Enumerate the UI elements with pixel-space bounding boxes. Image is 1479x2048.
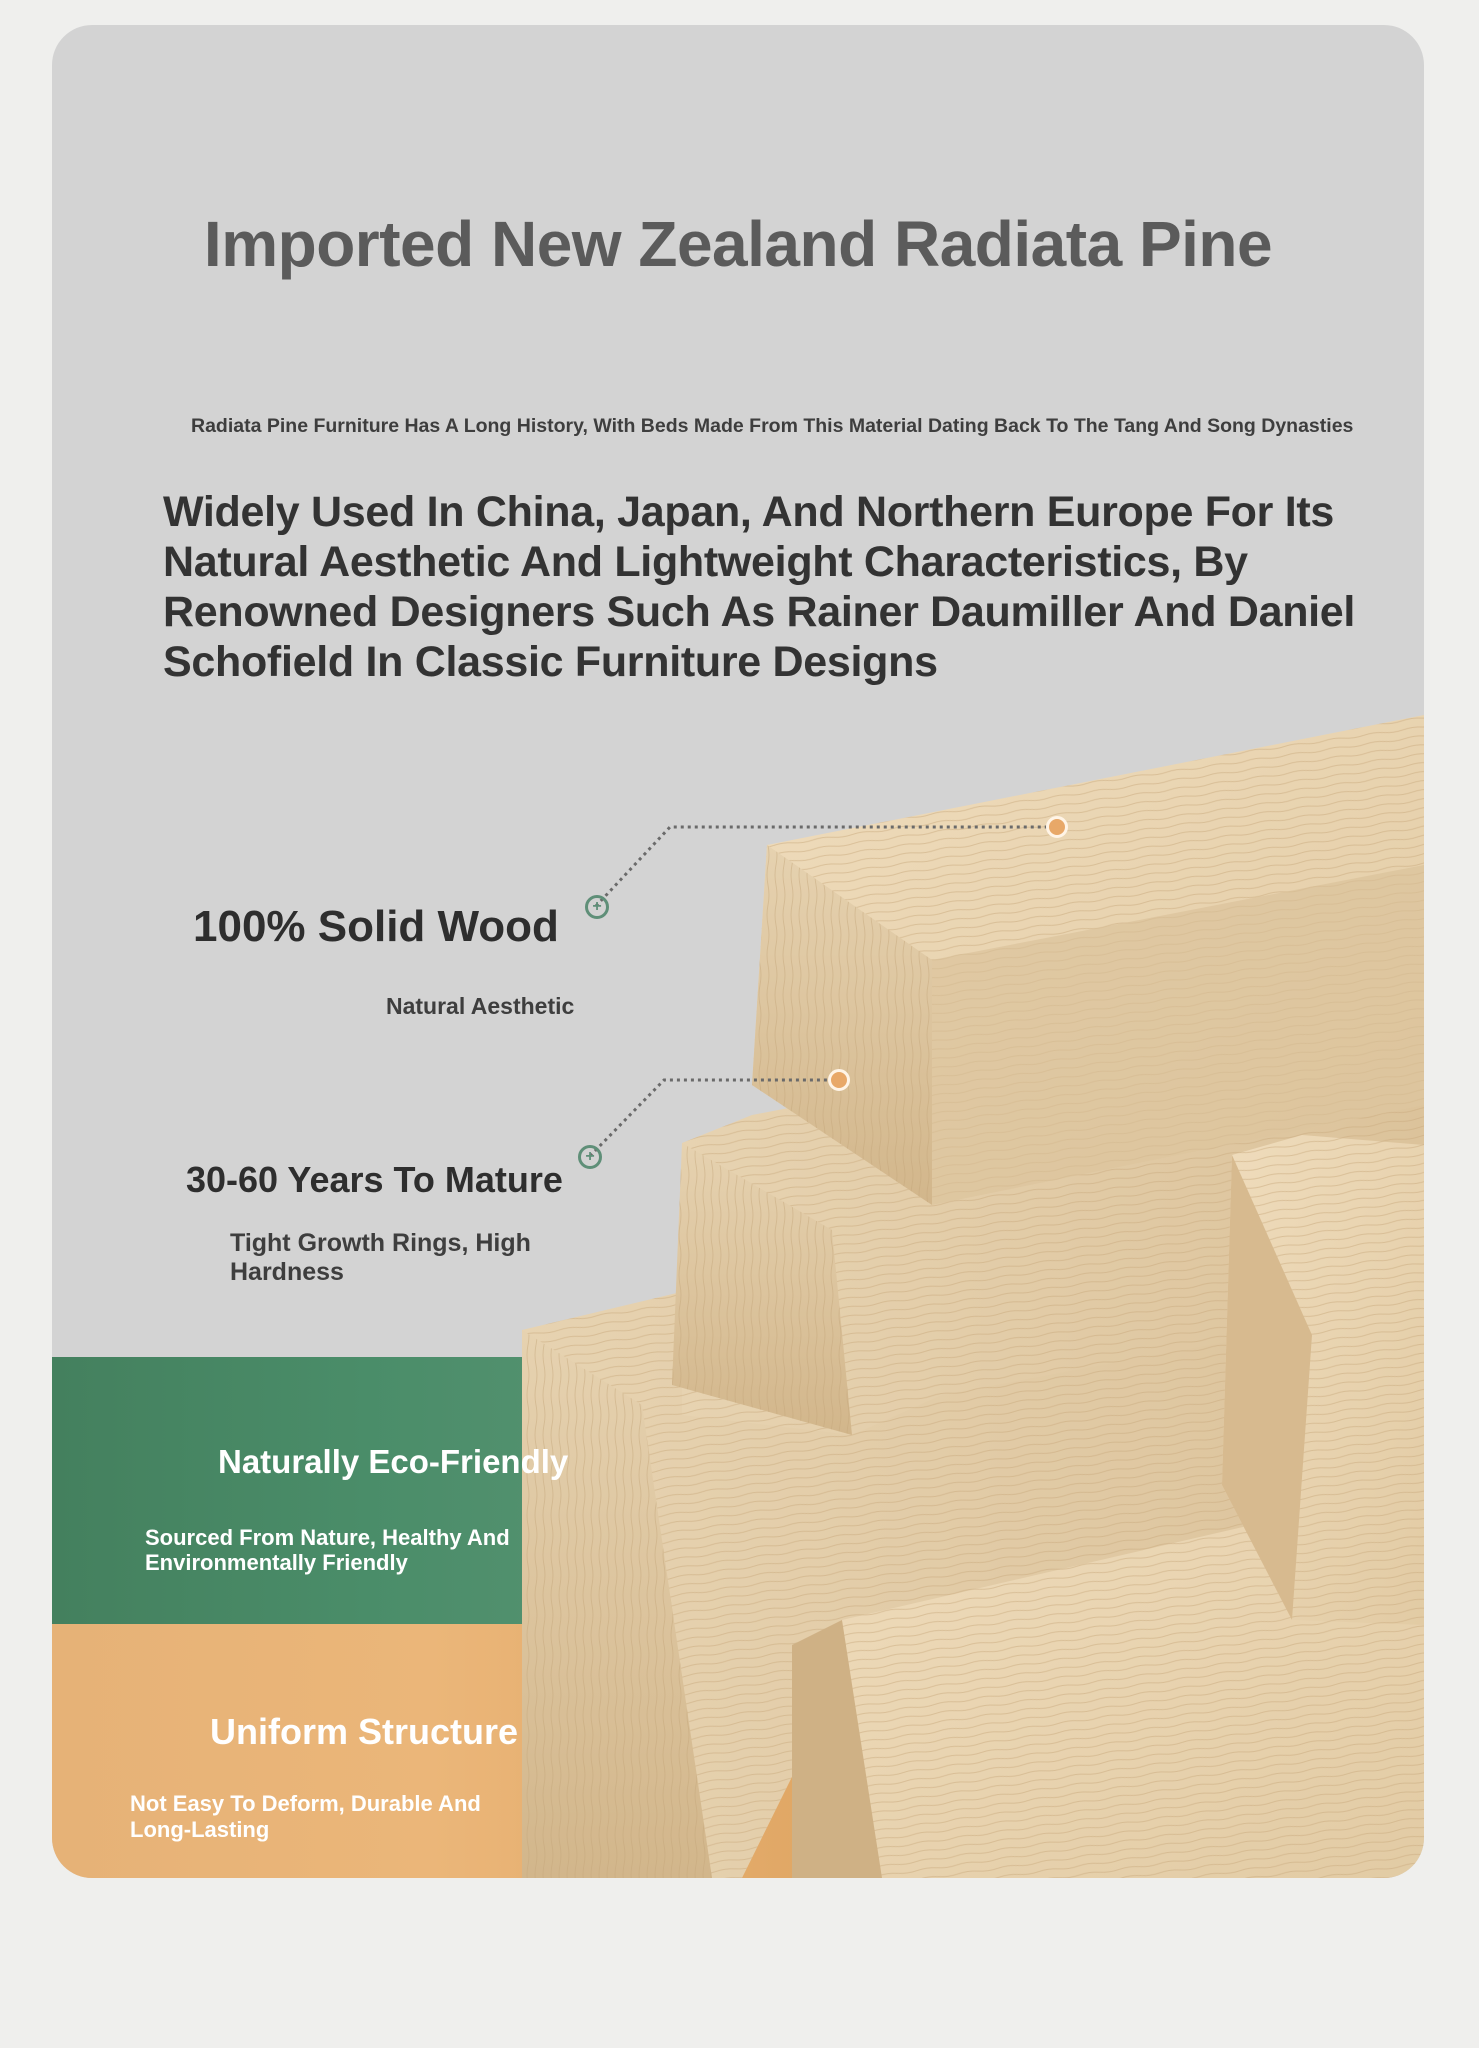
eco-desc: Sourced From Nature, Healthy And Environmentally Friendly bbox=[145, 1525, 510, 1575]
uniform-desc: Not Easy To Deform, Durable And Long-Lasting bbox=[130, 1791, 481, 1842]
feature-title-maturity: 30-60 Years To Mature bbox=[186, 1159, 563, 1200]
eco-title: Naturally Eco-Friendly bbox=[218, 1443, 569, 1480]
product-card bbox=[52, 25, 1424, 1878]
orange-dot-icon bbox=[828, 1069, 850, 1091]
feature-title-solid-wood: 100% Solid Wood bbox=[193, 902, 559, 951]
uniform-title: Uniform Structure bbox=[210, 1711, 519, 1752]
circle-plus-icon: + bbox=[585, 895, 609, 919]
page-title: Imported New Zealand Radiata Pine bbox=[203, 208, 1273, 280]
circle-plus-icon: + bbox=[578, 1145, 602, 1169]
feature-desc-solid-wood: Natural Aesthetic bbox=[386, 993, 575, 1019]
orange-dot-icon bbox=[1046, 816, 1068, 838]
intro-paragraph: Widely Used In China, Japan, And Northern Europe For Its Natural Aesthetic And Lightweight Characteristics, By Renowned Designers Such As Rainer Daumiller And Daniel Schofield In Classic Furniture Designs bbox=[163, 488, 1356, 686]
feature-desc-maturity: Tight Growth Rings, High Hardness bbox=[230, 1229, 531, 1286]
history-subtitle: Radiata Pine Furniture Has A Long History, With Beds Made From This Material Dating Back To The Tang And Song Dynasties bbox=[191, 415, 1354, 437]
